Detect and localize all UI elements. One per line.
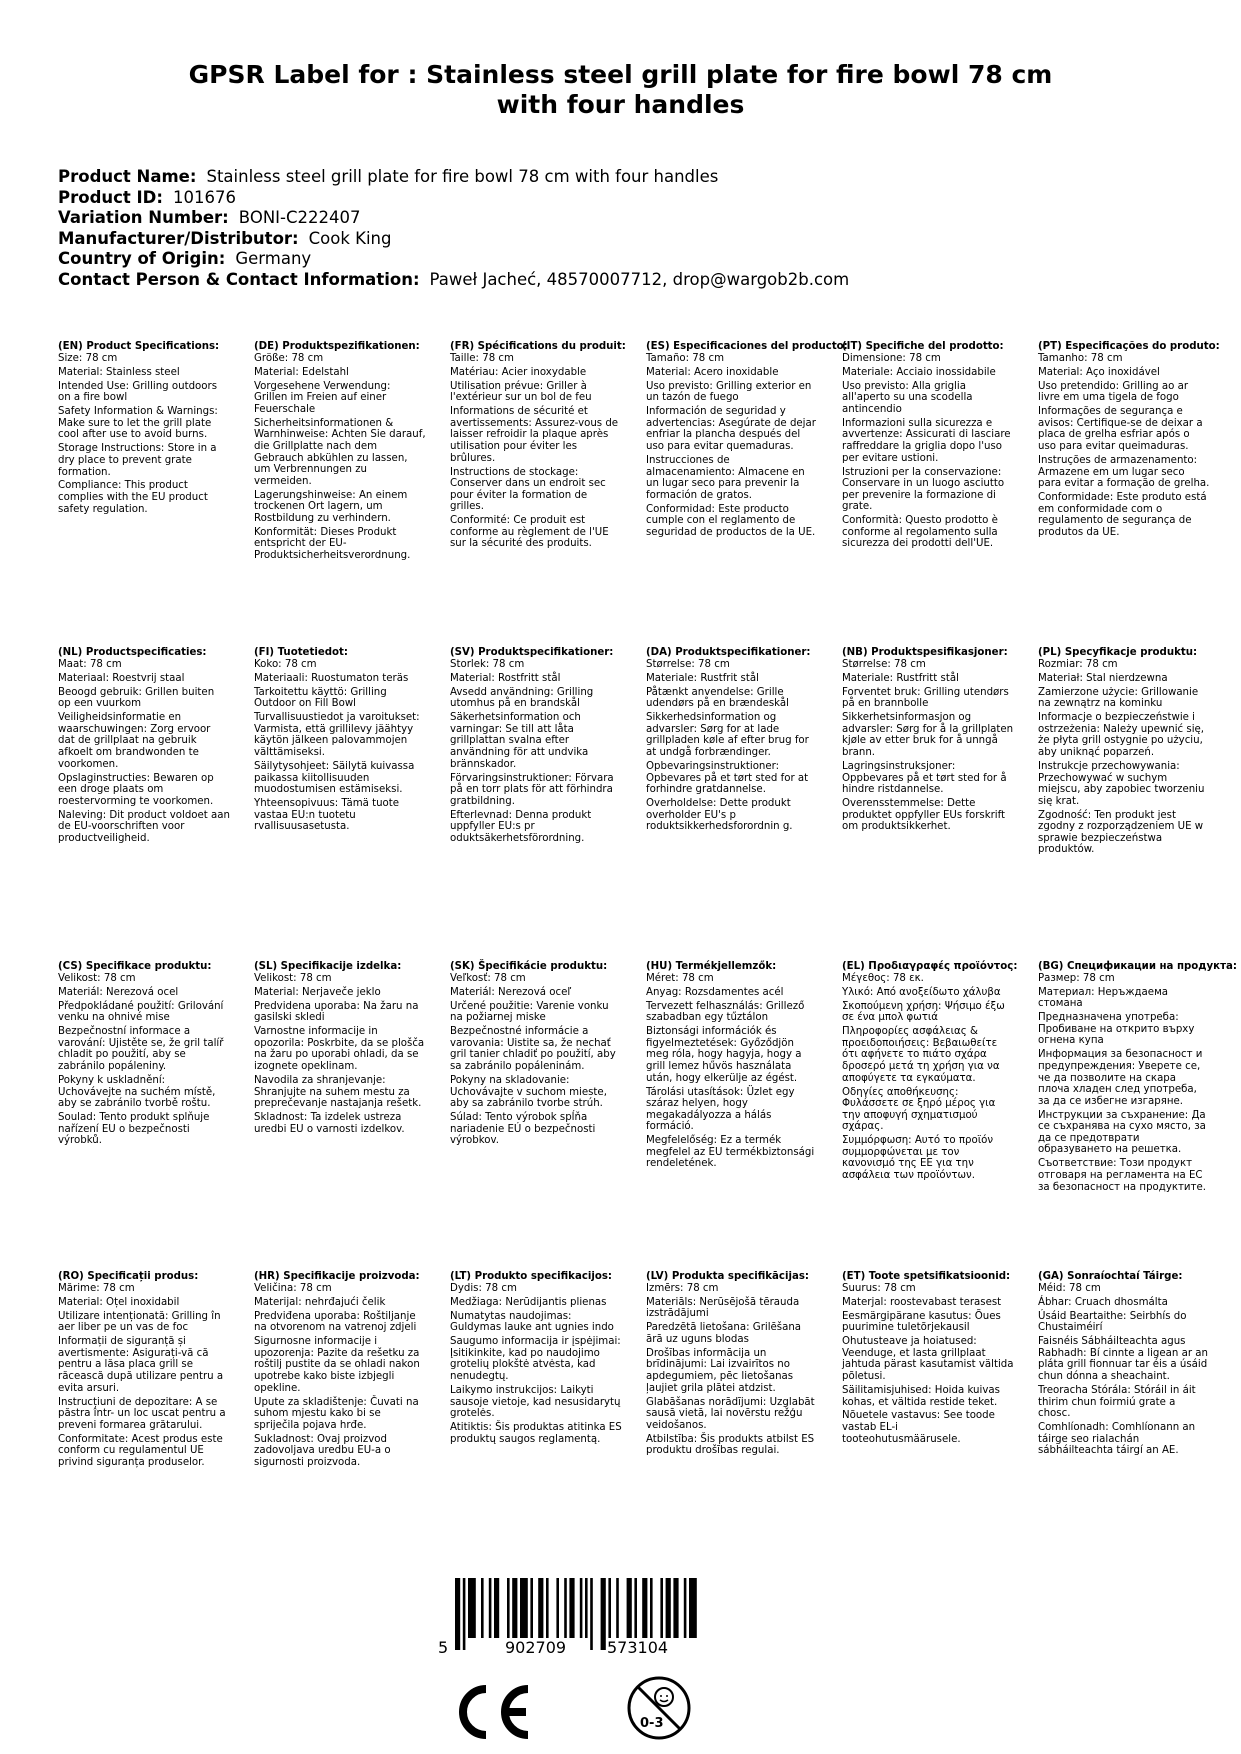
barcode-bar bbox=[455, 1578, 460, 1650]
spec-line: Bezpečnostné informácie a varovania: Uistite sa, že nechať gril tanier chladiť po použití, aby sa zabránilo popáleninám. bbox=[450, 1026, 616, 1072]
spec-line: Laikymo instrukcijos: Laikyti sausoje vietoje, kad nesusidarytų grotelės. bbox=[450, 1384, 621, 1420]
barcode-bar bbox=[494, 1578, 499, 1638]
spec-line: Storlek: 78 cm bbox=[450, 658, 525, 670]
spec-line: Uso pretendido: Grilling ao ar livre em uma tigela de fogo bbox=[1038, 380, 1189, 404]
spec-line: Instructions de stockage: Conserver dans un endroit sec pour éviter la formation de grilles. bbox=[450, 466, 606, 513]
spec-line: Informații de siguranță și avertismente: Asigurați-vă că pentru a lăsa placa grill se răcească după utilizare pentru a evita arsuri. bbox=[58, 1336, 224, 1394]
spec-line: Sigurnosne informacije i upozorenja: Pazite da rešetku za roštilj pustite da se ohladi nakon upotrebe kako biste izbjegli opekline. bbox=[254, 1336, 420, 1394]
barcode-bar bbox=[627, 1578, 632, 1638]
spec-line: Sikkerhetsinformasjon og advarsler: Sørg for å la grillplaten kjøle av etter bruk for å unngå brann. bbox=[842, 712, 1014, 758]
spec-line: Opslaginstructies: Bewaren op een droge plaats om roestervorming te voorkomen. bbox=[58, 772, 214, 807]
spec-line: Saugumo informacija ir įspėjimai: Įsitikinkite, kad po naudojimo grotelių plokštė atvėsta, kad nenudegtų. bbox=[450, 1336, 621, 1382]
spec-line: Vorgesehene Verwendung: Grillen im Freien auf einer Feuerschale bbox=[254, 380, 391, 415]
spec-line: Forventet bruk: Grilling utendørs på en brannbolle bbox=[842, 686, 1009, 710]
spec-line: Съответствие: Този продукт отговаря на регламента на ЕС за безопасност на продуктите. bbox=[1038, 1158, 1206, 1193]
info-label: Country of Origin: bbox=[58, 249, 226, 269]
spec-line: Soulad: Tento produkt splňuje nařízení EU o bezpečnosti výrobků. bbox=[58, 1112, 210, 1147]
spec-line: Medžiaga: Nerūdijantis plienas bbox=[450, 1296, 607, 1308]
spec-cell bbox=[842, 1271, 1028, 1448]
barcode-bar bbox=[642, 1578, 647, 1638]
spec-header: (DE) Produktspezifikationen: bbox=[254, 341, 420, 352]
barcode-bar bbox=[489, 1578, 492, 1638]
spec-line: Intended Use: Grilling outdoors on a fire bowl bbox=[58, 380, 218, 404]
spec-line: Úsáid Beartaithe: Seirbhís do Chustaiméirí bbox=[1038, 1310, 1187, 1334]
spec-line: Veiligheidsinformatie en waarschuwingen: Zorg ervoor dat de grillplaat na gebruik afkoelt om brandwonden te voorkomen. bbox=[58, 712, 211, 770]
spec-line: Treoracha Stórála: Stóráil in áit thirim chun foirmiú grate a chosc. bbox=[1038, 1384, 1196, 1420]
spec-header: (EN) Product Specifications: bbox=[58, 341, 220, 352]
spec-line: Atitiktis: Šis produktas atitinka ES produktų saugos reglamentą. bbox=[450, 1422, 622, 1445]
spec-line: Σκοπούμενη χρήση: Ψήσιμο έξω σε ένα μπολ φωτιά bbox=[842, 1000, 1005, 1024]
spec-header: (BG) Спецификации на продукта: bbox=[1038, 961, 1237, 972]
spec-header: (SL) Specifikacije izdelka: bbox=[254, 961, 402, 972]
spec-line: Material: Nerjaveče jeklo bbox=[254, 986, 381, 998]
spec-line: Säilytysohjeet: Säilytä kuivassa paikassa kiitollisuuden muodostumisen estämiseksi. bbox=[254, 760, 415, 796]
spec-cell bbox=[1038, 341, 1224, 541]
spec-line: Velikost: 78 cm bbox=[254, 972, 332, 984]
spec-line: Faisnéis Sábháilteachta agus Rabhadh: Bí cinnte a ligean ar an pláta grill fionnuar tar éis a úsáid chun dónna a sheachaint. bbox=[1038, 1336, 1208, 1382]
spec-cell bbox=[450, 341, 636, 552]
spec-line: Instrukcje przechowywania: Przechowywać w suchym miejscu, aby zapobiec tworzeniu się krat. bbox=[1038, 760, 1205, 807]
spec-line: Yhteensopivuus: Tämä tuote vastaa EU:n tuotetu rvallisuusasetusta. bbox=[254, 798, 400, 833]
spec-line: Πληροφορίες ασφάλειας & προειδοποιήσεις: Βεβαιωθείτε ότι αφήνετε το πιάτο σχάρα δροσερό μετά τη χρήση για να αποφύγετε τα εγκαύματα. bbox=[842, 1026, 1000, 1084]
spec-line: Μέγεθος: 78 εκ. bbox=[842, 972, 924, 984]
spec-cell bbox=[450, 961, 636, 1149]
spec-line: Materiale: Acciaio inossidabile bbox=[842, 366, 996, 378]
spec-line: Efterlevnad: Denna produkt uppfyller EU:s pr oduktsäkerhetsförordning. bbox=[450, 809, 592, 844]
spec-line: Materiale: Rustfritt stål bbox=[842, 672, 959, 684]
spec-line: Størrelse: 78 cm bbox=[646, 658, 730, 670]
spec-line: Material: Stainless steel bbox=[58, 366, 180, 378]
barcode-bar bbox=[569, 1578, 574, 1638]
spec-line: Οδηγίες αποθήκευσης: Φυλάσσετε σε ξηρό μέρος για την αποφυγή σχηματισμού σχάρας. bbox=[842, 1086, 996, 1133]
spec-line: Materiale: Rustfrit stål bbox=[646, 672, 759, 684]
page-title bbox=[60, 60, 1181, 120]
spec-line: Anyag: Rozsdamentes acél bbox=[646, 986, 784, 998]
info-variation-number bbox=[58, 208, 1188, 229]
spec-line: Izmērs: 78 cm bbox=[646, 1282, 719, 1294]
spec-cell bbox=[1038, 647, 1224, 858]
spec-line: Υλικό: Από ανοξείδωτο χάλυβα bbox=[842, 986, 1001, 998]
spec-line: Materjal: roostevabast terasest bbox=[842, 1296, 1002, 1308]
spec-line: Veľkosť: 78 cm bbox=[450, 972, 526, 984]
spec-line: Dydis: 78 cm bbox=[450, 1282, 517, 1294]
barcode-left-digits: 902709 bbox=[505, 1638, 567, 1657]
spec-line: Größe: 78 cm bbox=[254, 352, 324, 364]
spec-line: Skladnost: Ta izdelek ustreza uredbi EU o varnosti izdelkov. bbox=[254, 1112, 405, 1135]
barcode-bar bbox=[689, 1578, 697, 1638]
spec-line: Naleving: Dit product voldoet aan de EU-voorschriften voor productveiligheid. bbox=[58, 809, 230, 844]
barcode-bar bbox=[564, 1578, 567, 1638]
spec-cell bbox=[254, 647, 440, 835]
spec-line: Opbevaringsinstruktioner: Opbevares på et tørt sted for at forhindre gratdannelse. bbox=[646, 760, 809, 796]
spec-line: Materiaali: Ruostumaton teräs bbox=[254, 672, 409, 684]
spec-cell bbox=[646, 647, 832, 835]
barcode-bar bbox=[616, 1578, 619, 1638]
info-manufacturer bbox=[58, 229, 1188, 250]
spec-line: Material: Rostfritt stål bbox=[450, 672, 561, 684]
barcode-bar bbox=[556, 1578, 559, 1638]
spec-line: Материал: Неръждаема стомана bbox=[1038, 986, 1169, 1010]
spec-line: Förvaringsinstruktioner: Förvara på en torr plats för att förhindra gratbildning. bbox=[450, 772, 614, 807]
spec-line: Biztonsági információk és figyelmeztetések: Győződjön meg róla, hogy hagyja, hogy a grill lemez hűvös használata után, hogy elkerülje az égést. bbox=[646, 1026, 802, 1084]
barcode-bar bbox=[590, 1578, 593, 1650]
spec-line: Atbilstība: Šis produkts atbilst ES produktu drošības regulai. bbox=[646, 1433, 815, 1457]
spec-line: Инструкции за съхранение: Да се съхранява на сухо място, за да се предотврати образуването на решетка. bbox=[1038, 1109, 1206, 1156]
barcode-bar bbox=[608, 1578, 611, 1638]
spec-line: Turvallisuustiedot ja varoitukset: Varmista, että grillilevy jäähtyy käytön jälkeen palovammojen välttämiseksi. bbox=[254, 712, 420, 758]
spec-cell bbox=[646, 961, 832, 1172]
spec-line: Bezpečnostní informace a varování: Ujistěte se, že gril talíř chladit po použití, aby se zabránilo popáleniny. bbox=[58, 1026, 224, 1072]
barcode-bar bbox=[481, 1578, 484, 1638]
spec-line: Paredzētā lietošana: Grilēšana ārā uz uguns blodas bbox=[646, 1322, 802, 1345]
spec-header: (FI) Tuotetiedot: bbox=[254, 647, 348, 658]
spec-line: Safety Information & Warnings: Make sure to let the grill plate cool after use to avoid burns. bbox=[58, 406, 218, 441]
spec-line: Maat: 78 cm bbox=[58, 658, 122, 670]
spec-line: Informações de segurança e avisos: Certifique-se de deixar a placa de grelha esfriar após o uso para evitar queimaduras. bbox=[1038, 406, 1203, 452]
spec-header: (FR) Spécifications du produit: bbox=[450, 341, 626, 352]
spec-header: (LT) Produkto specifikacijos: bbox=[450, 1271, 612, 1282]
spec-line: Materiál: Nerezová oceľ bbox=[450, 986, 572, 998]
spec-line: Drošības informācija un brīdinājumi: Lai izvairītos no apdegumiem, pēc lietošanas ļaujiet grila plātei atdzist. bbox=[646, 1347, 794, 1394]
barcode-bar bbox=[463, 1578, 466, 1650]
spec-line: Beoogd gebruik: Grillen buiten op een vuurkom bbox=[58, 686, 215, 710]
spec-line: Materiaal: Roestvrij staal bbox=[58, 672, 185, 684]
spec-line: Glabāšanas norādījumi: Uzglabāt sausā vietā, lai novērstu režģu veidošanos. bbox=[646, 1396, 815, 1431]
barcode-right-digits: 573104 bbox=[607, 1638, 669, 1657]
spec-header: (PL) Specyfikacje produktu: bbox=[1038, 647, 1198, 658]
barcode-bar bbox=[634, 1578, 637, 1638]
spec-header: (NL) Productspecificaties: bbox=[58, 647, 207, 658]
spec-line: Zgodność: Ten produkt jest zgodny z rozporządzeniem UE w sprawie bezpieczeństwa produktów. bbox=[1038, 809, 1204, 856]
barcode-bar bbox=[468, 1578, 476, 1638]
barcode-lead-digit: 5 bbox=[438, 1638, 449, 1657]
barcode-bar bbox=[673, 1578, 678, 1638]
spec-header: (EL) Προδιαγραφές προϊόντος: bbox=[842, 961, 1018, 972]
spec-line: Material: Acero inoxidable bbox=[646, 366, 779, 378]
spec-cell bbox=[254, 341, 440, 564]
spec-cell bbox=[842, 961, 1028, 1184]
spec-line: Konformität: Dieses Produkt entspricht der EU-Produktsicherheitsverordnung. bbox=[254, 526, 411, 562]
title-line-1: GPSR Label for : Stainless steel grill plate for fire bowl 78 cm bbox=[188, 60, 1053, 89]
spec-line: Ohutusteave ja hoiatused: Veenduge, et lasta grillplaat jahtuda pärast kasutamist vältida põletusi. bbox=[842, 1336, 1014, 1382]
spec-line: Matériau: Acier inoxydable bbox=[450, 366, 587, 378]
age-warning-label: 0-3 bbox=[640, 1716, 664, 1731]
info-product-name bbox=[58, 167, 1188, 188]
barcode-bar bbox=[507, 1578, 510, 1638]
spec-line: Materiál: Nerezová ocel bbox=[58, 986, 179, 998]
spec-line: Conformidad: Este producto cumple con el reglamento de seguridad de productos de la UE. bbox=[646, 503, 816, 538]
spec-line: Предназначена употреба: Пробиване на открито върху огнена купа bbox=[1038, 1012, 1195, 1047]
spec-header: (LV) Produkta specifikācijas: bbox=[646, 1271, 809, 1282]
barcode-bar bbox=[585, 1578, 588, 1638]
spec-line: Overensstemmelse: Dette produktet oppfyller EUs forskrift om produktsikkerhet. bbox=[842, 798, 1006, 833]
spec-line: Méret: 78 cm bbox=[646, 972, 714, 984]
info-value: BONI-C222407 bbox=[238, 208, 361, 228]
spec-cell bbox=[646, 1271, 832, 1459]
spec-cell bbox=[254, 1271, 440, 1471]
spec-cell bbox=[58, 647, 244, 847]
spec-cell bbox=[1038, 1271, 1224, 1459]
spec-line: Veličina: 78 cm bbox=[254, 1282, 332, 1294]
info-value: Stainless steel grill plate for fire bowl 78 cm with four handles bbox=[206, 167, 719, 186]
barcode-bar bbox=[512, 1578, 517, 1638]
spec-header: (IT) Specifiche del prodotto: bbox=[842, 341, 1004, 352]
spec-line: Utilisation prévue: Griller à l'extérieur sur un bol de feu bbox=[450, 380, 592, 404]
barcode-bar bbox=[601, 1578, 606, 1650]
spec-cell bbox=[254, 961, 440, 1138]
spec-cell bbox=[842, 647, 1028, 835]
spec-line: Uso previsto: Alla griglia all'aperto su una scodella antincendio bbox=[842, 380, 973, 415]
spec-line: Size: 78 cm bbox=[58, 352, 118, 364]
spec-line: Συμμόρφωση: Αυτό το προϊόν συμμορφώνεται με τον κανονισμό της ΕΕ για την ασφάλεια των προϊόντων. bbox=[842, 1135, 994, 1182]
spec-header: (NB) Produktspesifikasjoner: bbox=[842, 647, 1008, 658]
spec-line: Lagringsinstruksjoner: Oppbevares på et tørt sted for å hindre ristdannelse. bbox=[842, 760, 1007, 796]
spec-header: (HU) Termékjellemzők: bbox=[646, 961, 777, 972]
barcode-bar bbox=[530, 1578, 533, 1638]
info-label: Product Name: bbox=[58, 167, 197, 186]
info-country bbox=[58, 249, 1188, 270]
spec-line: Navodila za shranjevanje: Shranjujte na suhem mestu za preprečevanje nastajanja rešetk. bbox=[254, 1074, 422, 1110]
spec-line: Mărime: 78 cm bbox=[58, 1282, 135, 1294]
spec-header: (GA) Sonraíochtaí Táirge: bbox=[1038, 1271, 1183, 1282]
spec-cell bbox=[58, 1271, 244, 1471]
spec-line: Dimensione: 78 cm bbox=[842, 352, 941, 364]
spec-line: Suurus: 78 cm bbox=[842, 1282, 916, 1294]
barcode-bar bbox=[684, 1578, 687, 1638]
spec-line: Nõuetele vastavus: See toode vastab EL-i tooteohutusmäärusele. bbox=[842, 1410, 995, 1445]
spec-line: Informacje o bezpieczeństwie i ostrzeżenia: Należy upewnić się, że płyta grill ostygnie po użyciu, aby uniknąć poparzeń. bbox=[1038, 712, 1205, 758]
spec-header: (ES) Especificaciones del producto: bbox=[646, 341, 848, 352]
spec-line: Påtænkt anvendelse: Grille udendørs på en brændeskål bbox=[646, 686, 789, 710]
spec-line: Instrucțiuni de depozitare: A se păstra într- un loc uscat pentru a preveni formarea grătarului. bbox=[58, 1396, 226, 1431]
ce-mark-icon bbox=[448, 1683, 532, 1741]
spec-header: (SV) Produktspecifikationer: bbox=[450, 647, 614, 658]
spec-line: Istruzioni per la conservazione: Conservare in un luogo asciutto per prevenire la formazione di grate. bbox=[842, 466, 1005, 513]
barcode-bar bbox=[666, 1578, 671, 1638]
spec-line: Pokyny k uskladnění: Uchovávejte na suchém místě, aby se zabránilo tvorbě roštu. bbox=[58, 1074, 216, 1110]
spec-cell bbox=[1038, 961, 1237, 1196]
spec-line: Material: Edelstahl bbox=[254, 366, 349, 378]
spec-line: Sikkerhedsinformation og advarsler: Sørg for at lade grillpladen køle af efter brug for at undgå forbrændinger. bbox=[646, 712, 809, 758]
spec-line: Tamaño: 78 cm bbox=[646, 352, 725, 364]
spec-cell bbox=[450, 647, 636, 847]
info-value: Paweł Jacheć, 48570007712, drop@wargob2b.com bbox=[429, 269, 850, 289]
spec-line: Информация за безопасност и предупреждения: Уверете се, че да позволите на скара плоча хладен след употреба, за да се избегне изгаряне. bbox=[1038, 1049, 1203, 1107]
spec-line: Predviđena uporaba: Roštiljanje na otvorenom na vatrenoj zdjeli bbox=[254, 1310, 417, 1334]
spec-line: Ábhar: Cruach dhosmálta bbox=[1038, 1296, 1168, 1308]
spec-line: Sukladnost: Ovaj proizvod zadovoljava uredbu EU-a o sigurnosti proizvoda. bbox=[254, 1433, 391, 1468]
product-info bbox=[58, 167, 1188, 291]
spec-line: Storage Instructions: Store in a dry place to prevent grate formation. bbox=[58, 443, 217, 478]
spec-line: Conformité: Ce produit est conforme au règlement de l'UE sur la sécurité des produits. bbox=[450, 515, 609, 550]
spec-line: Størrelse: 78 cm bbox=[842, 658, 926, 670]
barcode-bar bbox=[580, 1578, 583, 1638]
spec-line: Información de seguridad y advertencias: Asegúrate de dejar enfriar la plancha después del uso para evitar quemaduras. bbox=[646, 406, 816, 452]
spec-line: Koko: 78 cm bbox=[254, 658, 317, 670]
spec-line: Säkerhetsinformation och varningar: Se till att låta grillplattan svalna efter användning för att undvika brännskador. bbox=[450, 712, 589, 770]
info-label: Contact Person & Contact Information: bbox=[58, 269, 420, 289]
age-warning-icon bbox=[626, 1675, 692, 1741]
spec-cell bbox=[58, 341, 244, 518]
info-label: Product ID: bbox=[58, 187, 163, 207]
spec-line: Säilitamisjuhised: Hoida kuivas kohas, et vältida restide teket. bbox=[842, 1384, 1000, 1408]
spec-line: Instruções de armazenamento: Armazene em um lugar seco para evitar a formação de grelha. bbox=[1038, 454, 1210, 490]
spec-line: Tervezett felhasználás: Grillező szabadban egy tűztálon bbox=[646, 1000, 805, 1024]
spec-line: Utilizare intenționată: Grilling în aer liber pe un vas de foc bbox=[58, 1310, 221, 1334]
spec-header: (DA) Produktspecifikationer: bbox=[646, 647, 811, 658]
spec-cell bbox=[58, 961, 244, 1149]
spec-line: Megfelelőség: Ez a termék megfelel az EU termékbiztonsági rendeletének. bbox=[646, 1135, 815, 1170]
spec-line: Tamanho: 78 cm bbox=[1038, 352, 1123, 364]
spec-header: (RO) Specificații produs: bbox=[58, 1271, 199, 1282]
barcode-bar bbox=[546, 1578, 549, 1638]
info-value: Germany bbox=[235, 249, 312, 269]
barcode-bar bbox=[650, 1578, 653, 1638]
spec-line: Informations de sécurité et avertissements: Assurez-vous de laisser refroidir la plaque après utilisation pour éviter les brûlures. bbox=[450, 406, 619, 464]
spec-line: Avsedd användning: Grilling utomhus på en brandskål bbox=[450, 686, 594, 710]
spec-line: Súlad: Tento výrobok spĺňa nariadenie EÚ o bezpečnosti výrobkov. bbox=[450, 1112, 596, 1147]
spec-line: Размер: 78 cm bbox=[1038, 972, 1115, 984]
spec-line: Zamierzone użycie: Grillowanie na zewnątrz na kominku bbox=[1038, 686, 1199, 710]
spec-line: Velikost: 78 cm bbox=[58, 972, 136, 984]
spec-header: (CS) Specifikace produktu: bbox=[58, 961, 212, 972]
spec-line: Materiāls: Nerūsējošā tērauda izstrādājumi bbox=[646, 1296, 800, 1320]
spec-line: Uso previsto: Grilling exterior en un tazón de fuego bbox=[646, 380, 812, 404]
spec-header: (SK) Špecifikácie produktu: bbox=[450, 961, 608, 972]
spec-line: Taille: 78 cm bbox=[450, 352, 514, 364]
info-value: Cook King bbox=[308, 228, 392, 248]
spec-line: Comhlíonadh: Comhlíonann an táirge seo rialachán sábháilteachta táirgí an AE. bbox=[1038, 1422, 1196, 1457]
spec-line: Určené použitie: Varenie vonku na požiarnej miske bbox=[450, 1000, 609, 1024]
spec-header: (ET) Toote spetsifikatsioonid: bbox=[842, 1271, 1011, 1282]
spec-line: Predvidena uporaba: Na žaru na gasilski skledi bbox=[254, 1000, 419, 1024]
spec-cell bbox=[646, 341, 848, 541]
spec-line: Conformità: Questo prodotto è conforme al regolamento sulla sicurezza dei prodotti dell'UE. bbox=[842, 515, 998, 550]
spec-line: Compliance: This product complies with the EU product safety regulation. bbox=[58, 480, 208, 515]
spec-header: (PT) Especificações do produto: bbox=[1038, 341, 1220, 352]
spec-header: (HR) Specifikacije proizvoda: bbox=[254, 1271, 420, 1282]
info-label: Manufacturer/Distributor: bbox=[58, 228, 299, 248]
spec-line: Tarkoitettu käyttö: Grilling Outdoor on Fill Bowl bbox=[254, 686, 387, 710]
spec-line: Pokyny na skladovanie: Uchovávajte v suchom mieste, aby sa zabránilo tvorbe strúh. bbox=[450, 1074, 607, 1110]
barcode-bar bbox=[520, 1578, 528, 1638]
spec-line: Méid: 78 cm bbox=[1038, 1282, 1101, 1294]
spec-line: Sicherheitsinformationen & Warnhinweise: Achten Sie darauf, die Grillplatte nach dem Gebrauch abkühlen zu lassen, um Verbrennungen zu vermeiden. bbox=[254, 417, 426, 487]
spec-line: Rozmiar: 78 cm bbox=[1038, 658, 1118, 670]
spec-line: Lagerungshinweise: An einem trockenen Ort lagern, um Rostbildung zu verhindern. bbox=[254, 489, 408, 524]
spec-cell bbox=[842, 341, 1028, 552]
spec-line: Material: Aço inoxidável bbox=[1038, 366, 1160, 378]
spec-line: Overholdelse: Dette produkt overholder EU's p roduktsikkerhedsforordnin g. bbox=[646, 798, 793, 833]
spec-line: Materijal: nehrđajući čelik bbox=[254, 1296, 386, 1308]
info-label: Variation Number: bbox=[58, 208, 229, 228]
barcode-bar bbox=[538, 1578, 543, 1638]
title-line-2: with four handles bbox=[496, 90, 745, 119]
spec-line: Upute za skladištenje: Čuvati na suhom mjestu kako bi se spriječila pojava hrđe. bbox=[254, 1396, 419, 1431]
spec-line: Conformidade: Este produto está em conformidade com o regulamento de segurança de produtos da UE. bbox=[1038, 492, 1207, 538]
spec-cell bbox=[450, 1271, 636, 1448]
spec-line: Tárolási utasítások: Üzlet egy száraz helyen, hogy megakadályozza a hálás formáció. bbox=[646, 1086, 795, 1133]
spec-line: Numatytas naudojimas: Guldymas lauke ant ugnies indo bbox=[450, 1310, 614, 1334]
spec-line: Předpokládané použití: Grilování venku na ohnivé mise bbox=[58, 1000, 224, 1024]
spec-line: Eesmärgipärane kasutus: Õues puurimine tuletõrjekausil bbox=[842, 1310, 1001, 1334]
spec-line: Informazioni sulla sicurezza e avvertenze: Assicurati di lasciare raffreddare la griglia dopo l'uso per evitare ustioni. bbox=[842, 417, 1011, 464]
spec-line: Instrucciones de almacenamiento: Almacene en un lugar seco para prevenir la formación de gratos. bbox=[646, 454, 805, 501]
info-contact bbox=[58, 270, 1188, 291]
barcode-bar bbox=[660, 1578, 663, 1638]
spec-line: Materiał: Stal nierdzewna bbox=[1038, 672, 1168, 684]
info-product-id bbox=[58, 188, 1188, 209]
spec-line: Varnostne informacije in opozorila: Poskrbite, da se plošča na žaru po uporabi ohladi, da se izognete opeklinam. bbox=[254, 1026, 425, 1072]
info-value: 101676 bbox=[172, 187, 236, 207]
spec-line: Material: Oțel inoxidabil bbox=[58, 1296, 180, 1308]
spec-line: Conformitate: Acest produs este conform cu regulamentul UE privind siguranța produselor. bbox=[58, 1433, 223, 1468]
